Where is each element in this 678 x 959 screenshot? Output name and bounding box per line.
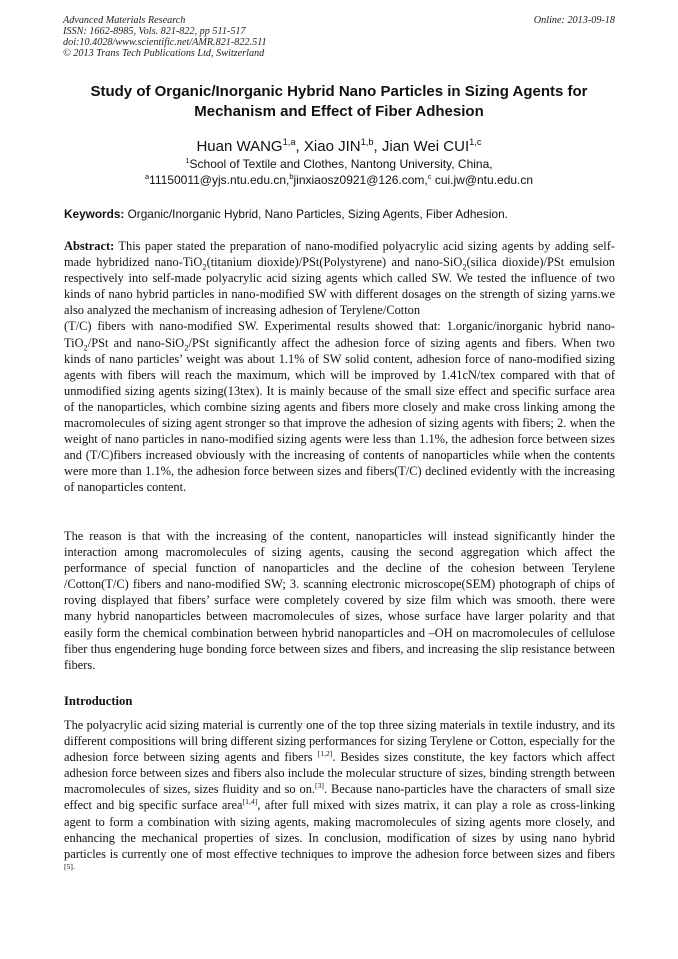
doi-line: doi:10.4028/www.scientific.net/AMR.821-822.511 xyxy=(63,37,267,48)
keywords xyxy=(64,207,618,222)
subscript: 2 xyxy=(184,342,189,353)
author-3-sup: 1,c xyxy=(469,137,482,147)
email-b-sup: b xyxy=(289,172,294,181)
email-a-sup: a xyxy=(144,172,150,181)
affiliation-sup: 1 xyxy=(185,156,190,165)
author-list xyxy=(40,138,638,156)
keywords-text: Organic/Inorganic Hybrid, Nano Particles, Sizing Agents, Fiber Adhesion. xyxy=(124,207,508,221)
author-2: Xiao JIN xyxy=(303,138,361,155)
citation-ref[interactable]: [1,4] xyxy=(242,797,258,807)
author-sep-1: , xyxy=(295,138,304,155)
abstract xyxy=(64,238,615,496)
email-c[interactable]: cui.jw@ntu.edu.cn xyxy=(431,173,534,187)
citation-ref[interactable]: [1,2] xyxy=(317,749,333,759)
abstract-text-5: /PSt and nano-SiO xyxy=(87,335,185,350)
citation-ref[interactable]: [5]. xyxy=(64,861,75,871)
affiliation-text: School of Textile and Clothes, Nantong University, China, xyxy=(189,157,493,171)
copyright-line: © 2013 Trans Tech Publications Ltd, Switzerland xyxy=(63,48,265,59)
issn-line: ISSN: 1662-8985, Vols. 821-822, pp 511-517 xyxy=(63,26,246,37)
abstract-paragraph-2 xyxy=(64,318,615,495)
keywords-label: Keywords: xyxy=(64,207,125,221)
abstract-text-3: (silica dioxide)/PSt emulsion respectively into self-made polyacrylic acid sizing agents which called SW. We tested the influence of two kinds of nano hybrid particles in nano-modified SW with different dosages on the strength of sizing yarns.we also analyzed the mechanism of increasing adhesion of Terylene/Cotton xyxy=(64,255,615,318)
journal-name: Advanced Materials Research xyxy=(63,15,186,26)
author-1-sup: 1,a xyxy=(282,137,296,147)
subscript: 2 xyxy=(202,261,207,272)
abstract-text-4: (T/C) fibers with nano-modified SW. Experimental results showed that: 1.organic/inorganic hybrid nano-TiO xyxy=(64,319,615,350)
title-line-1: Study of Organic/Inorganic Hybrid Nano Particles in Sizing Agents for xyxy=(90,83,588,100)
intro-text-2: . Besides sizes constitute, the key factors which affect adhesion force between sizes and fibers also include the molecular structure of sizes, binding strength between macromolecules of sizes, sizes fluidity and so on. xyxy=(64,750,615,797)
author-2-sup: 1,b xyxy=(360,137,374,147)
section-heading-introduction: Introduction xyxy=(64,694,133,708)
abstract-text-7: The reason is that with the increasing of the content, nanoparticles will instead significantly hinder the interaction among macromolecules of sizing agents, causing the second aggregation which affect the performance of special function of nanoparticles and the decline of the cohesion between Terylene /Cotton(T/C) fibers and nano-modified SW; 3. scanning electronic microscope(SEM) photograph of chips of roving displayed that fibers’ surface were completely covered by size film which was smooth. there were many hybrid nanoparticles between macromolecules of sizes, whose surface have larger polarity and that easily form the chemical combination between hybrid nanoparticles and –OH on macromolecules of cellulose fiber thus engendering huge bonding force between sizes and fibers, and increasing the slip resistance between fibers. xyxy=(64,529,615,672)
author-sep-2: , xyxy=(373,138,382,155)
online-date: Online: 2013-09-18 xyxy=(533,15,615,26)
email-a[interactable]: 11150011@yjs.ntu.edu.cn, xyxy=(149,173,290,187)
title-line-2: Mechanism and Effect of Fiber Adhesion xyxy=(194,103,484,120)
journal-header xyxy=(63,15,615,59)
intro-text-1: The polyacrylic acid sizing material is currently one of the top three sizing materials in textile industry, and its different compositions will bring different sizing performances for sizing Terylene or Cotton, especially for the adhesion force between sizing agents and fibers xyxy=(64,718,615,765)
email-list xyxy=(40,173,638,188)
paper-title xyxy=(50,82,628,122)
abstract-paragraph-3 xyxy=(64,528,615,673)
author-1: Huan WANG xyxy=(196,138,283,155)
subscript: 2 xyxy=(83,342,88,353)
abstract-text-2: (titanium dioxide)/PSt(Polystyrene) and nano-SiO xyxy=(206,255,463,270)
abstract-label: Abstract: xyxy=(64,239,115,253)
subscript: 2 xyxy=(462,261,467,272)
email-c-sup: c xyxy=(427,172,432,181)
abstract-text-1: This paper stated the preparation of nano-modified polyacrylic acid sizing agents by adding self-made hybridized nano-TiO xyxy=(64,239,615,270)
intro-text-4: , after full mixed with sizes matrix, it can play a role as cross-linking agent to form a combination with sizing agents, making macromolecules of sizing agents more closely, and enhancing the mechanical properties of sizes. In conclusion, modification of sizes by using nano hybrid particles is currently one of most effective techniques to improve the adhesion force between sizes and fibers xyxy=(64,798,615,861)
intro-text-3: . Because nano-particles have the characters of small size effect and big specific surface area xyxy=(64,782,615,813)
introduction-body xyxy=(64,717,615,878)
abstract-text-6: /PSt significantly affect the adhesion force of sizing agents and fibers. When two kinds of nano particles’ weight was about 1.1% of SW solid content, adhesion force of nano-modified sizing agents with fibers will reach the maximum, which will be improved by 1.41cN/tex compared with that of unmodified sizing agents sizing(13tex). It is mainly because of the small size effect and specific surface area of the nanoparticles, which combine sizing agents and fibers more closely and make cross linking among the macromolecules of sizing agent stronger so that improve the adhesion of sizing agents with fibers; 2. when the weight of nano particles in nano-modified sizing agents were less than 1.1%, the adhesion force between sizes and (T/C)fibers increased obviously with the increasing of contents of nanoparticles while when the contents were more than 1.1%, the adhesion force between sizes and fibers(T/C) declined evidently with the increasing of nanoparticles content. xyxy=(64,335,615,495)
introduction-paragraph xyxy=(64,717,615,878)
abstract-paragraph-1 xyxy=(64,238,615,318)
citation-ref[interactable]: [3] xyxy=(315,781,324,791)
affiliation xyxy=(40,157,638,172)
author-3: Jian Wei CUI xyxy=(381,138,470,155)
email-b[interactable]: jinxiaosz0921@126.com, xyxy=(293,173,428,187)
